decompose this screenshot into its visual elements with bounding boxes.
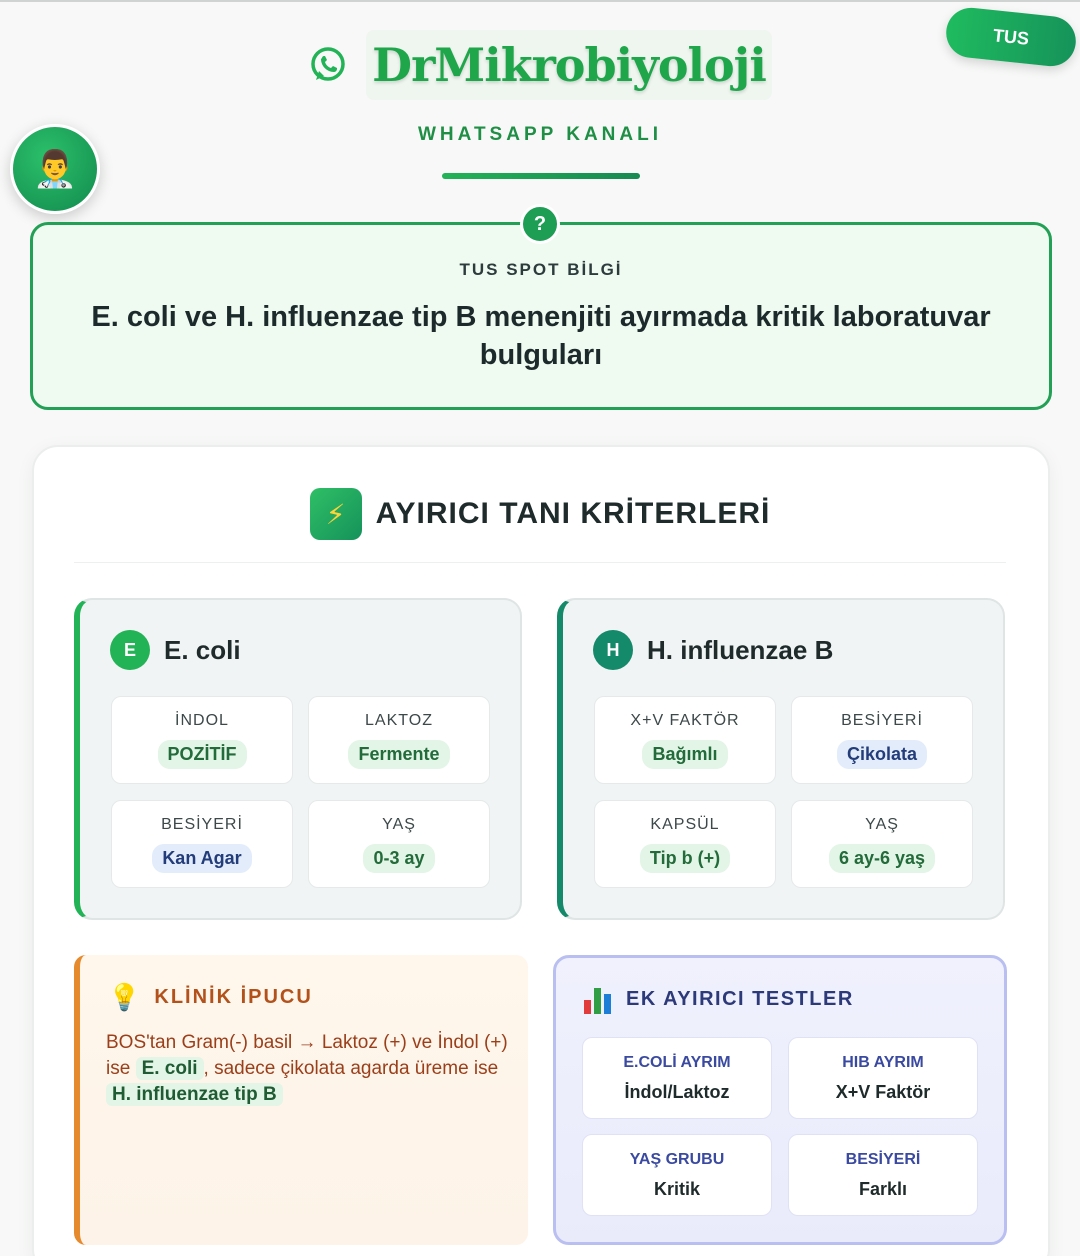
hib-besiyeri-cell [791,696,973,784]
test-value: İndol/Laktoz [624,1081,730,1102]
hib-xv-cell [594,696,776,784]
test-value: X+V Faktör [835,1081,931,1102]
bar-chart-icon [584,984,612,1014]
tip-highlight-ecoli: E. coli [136,1057,204,1080]
ecoli-card [74,598,522,920]
tip-highlight-hib: H. influenzae tip B [106,1083,283,1106]
spot-title: E. coli ve H. influenzae tip B menenjiti ayırmada kritik laboratuvar bulguları [91,301,991,371]
cell-label: YAŞ [865,815,899,833]
extra-tests-title: EK AYIRICI TESTLER [626,987,854,1010]
lightbulb-icon: 💡 [108,982,141,1012]
cell-value: Fermente [348,740,449,769]
question-icon: ? [520,204,560,244]
clinic-tip-title: KLİNİK İPUCU [154,986,313,1008]
brand-title: DrMikrobiyoloji [366,30,772,100]
clinic-tip-text [106,1030,516,1108]
lightning-icon: ⚡ [310,488,362,540]
cell-label: LAKTOZ [365,711,433,729]
header-underline [442,173,640,179]
test-besiyeri [788,1134,978,1216]
brand-header [0,30,1080,100]
test-value: Farklı [858,1178,908,1199]
test-label: HIB AYRIM [842,1053,924,1071]
ecoli-header [110,630,241,670]
cell-value: 6 ay-6 yaş [829,844,935,873]
cell-value: Çikolata [837,740,927,769]
section-title: AYIRICI TANI KRİTERLERİ [375,497,771,530]
ecoli-letter-badge: E [110,630,150,670]
test-yas-grubu [582,1134,772,1216]
test-label: YAŞ GRUBU [629,1150,725,1168]
ecoli-name: E. coli [164,634,241,665]
cell-value: Bağımlı [642,740,727,769]
cell-label: BESİYERİ [841,711,923,729]
channel-subtitle: WHATSAPP KANALI [417,124,663,145]
hib-kapsul-cell [594,800,776,888]
cell-label: KAPSÜL [650,815,720,833]
test-value: Kritik [653,1178,700,1199]
cell-label: X+V FAKTÖR [630,711,740,729]
section-header [0,488,1080,540]
cell-value: POZİTİF [158,740,247,769]
hib-letter-badge: H [593,630,633,670]
hib-name: H. influenzae B [647,634,834,665]
spot-label: TUS SPOT BİLGİ [459,260,623,279]
hib-yas-cell [791,800,973,888]
test-label: E.COLİ AYRIM [623,1053,731,1071]
ecoli-yas-cell [308,800,490,888]
cell-label: YAŞ [382,815,416,833]
test-hib-ayrim [788,1037,978,1119]
ecoli-indol-cell [111,696,293,784]
top-divider [0,0,1080,2]
cell-label: İNDOL [175,711,229,729]
tip-text-part: BOS'tan Gram(-) basil → Laktoz (+) ve İndol (+) ise [106,1032,508,1079]
cell-value: Kan Agar [152,844,251,873]
ecoli-besiyeri-cell [111,800,293,888]
doctor-avatar-icon: 👨‍⚕️ [10,124,100,214]
whatsapp-icon [308,45,348,85]
cell-value: 0-3 ay [363,844,434,873]
section-divider [74,562,1006,563]
test-label: BESİYERİ [845,1150,921,1168]
extra-tests-header [584,984,854,1014]
hib-card [557,598,1005,920]
clinic-tip-header [108,982,313,1013]
tus-badge: TUS [944,5,1079,68]
ecoli-laktoz-cell [308,696,490,784]
tip-text-part: , sadece çikolata agarda üreme ise [203,1058,499,1079]
hib-header [593,630,833,670]
cell-value: Tip b (+) [640,844,730,873]
cell-label: BESİYERİ [161,815,243,833]
test-ecoli-ayrim [582,1037,772,1119]
